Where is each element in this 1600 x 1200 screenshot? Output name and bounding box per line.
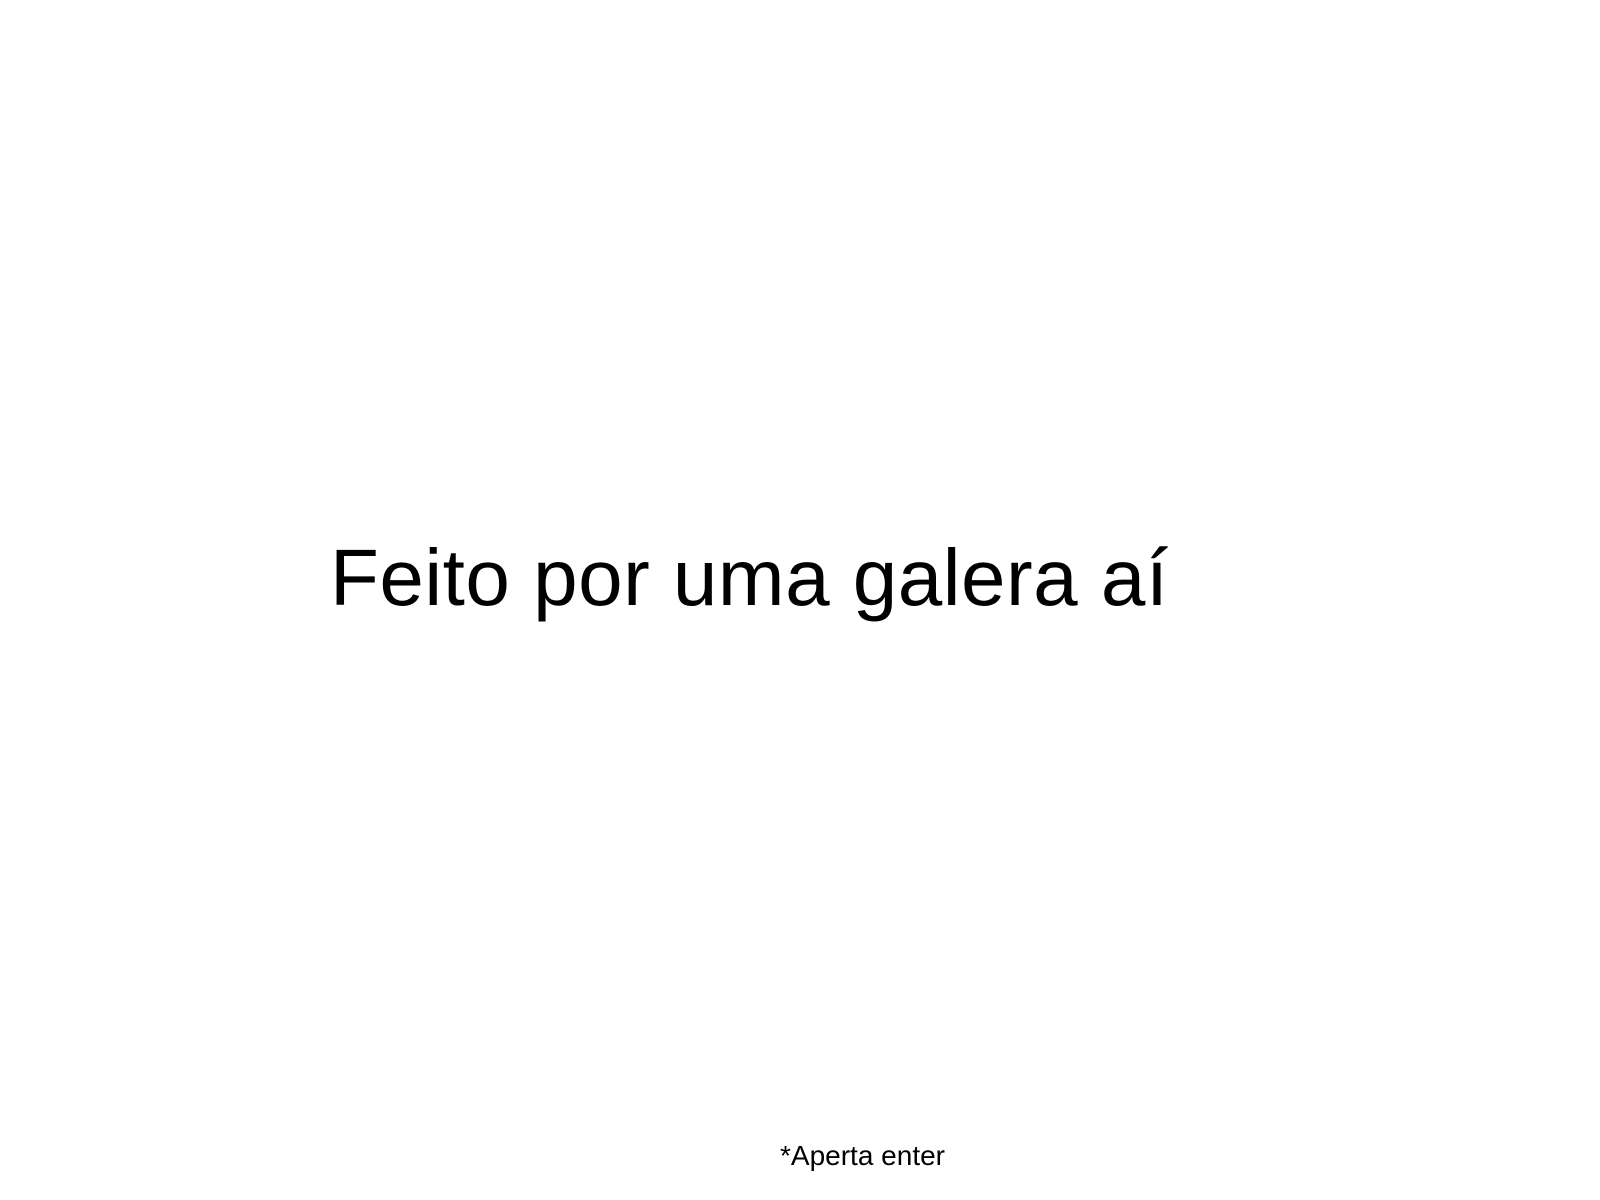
slide-title: Feito por uma galera aí [330,533,1169,622]
press-enter-hint: *Aperta enter [780,1140,945,1171]
